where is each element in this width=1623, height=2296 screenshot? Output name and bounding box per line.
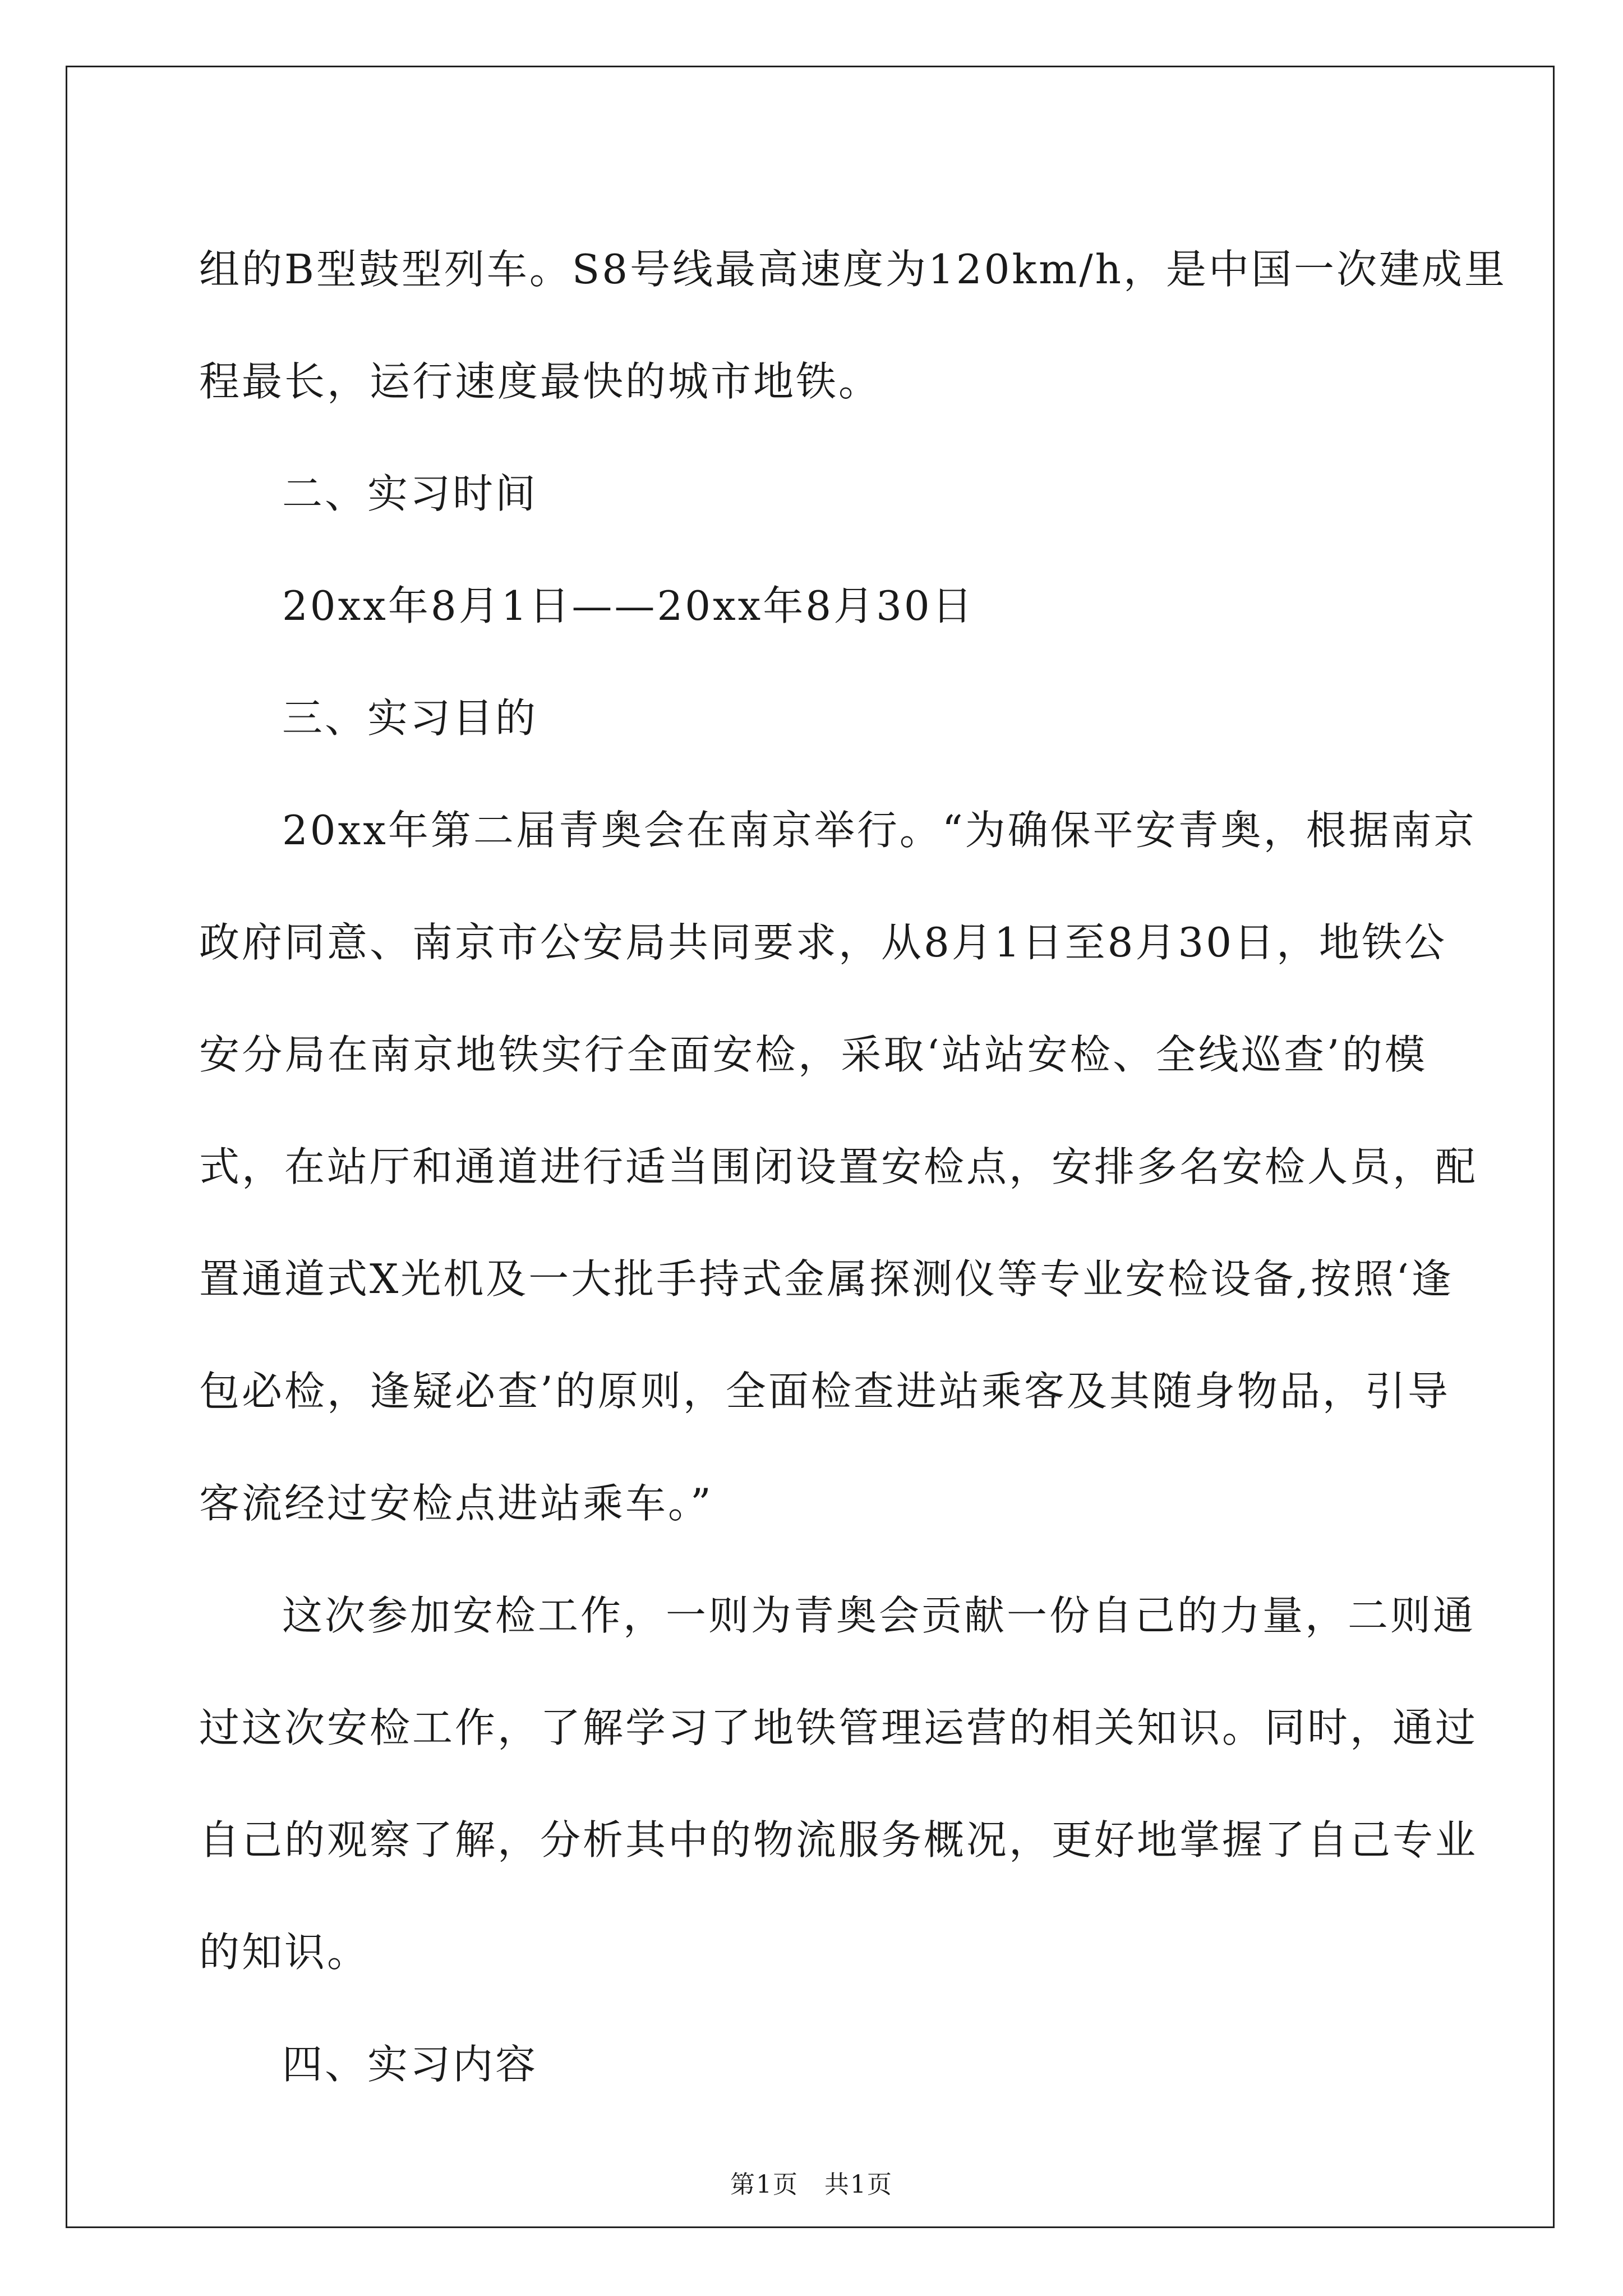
paragraph-line: 政府同意、南京市公安局共同要求，从8月1日至8月30日，地铁公 — [199, 919, 1447, 966]
paragraph-line: 包必检，逢疑必查’的原则，全面检查进站乘客及其随身物品，引导 — [199, 1368, 1450, 1415]
paragraph-line: 这次参加安检工作，一则为青奥会贡献一份自己的力量，二则通 — [282, 1592, 1476, 1639]
internship-dates: 20xx年8月1日——20xx年8月30日 — [282, 582, 975, 629]
document-body — [199, 213, 1507, 2120]
paragraph-line: 安分局在南京地铁实行全面安检，采取‘站站安检、全线巡查’的模 — [199, 1031, 1427, 1078]
paragraph-line: 置通道式X光机及一大批手持式金属探测仪等专业安检设备,按照‘逢 — [199, 1255, 1454, 1303]
section-heading: 三、实习目的 — [282, 694, 538, 742]
paragraph-line: 程最长，运行速度最快的城市地铁。 — [199, 358, 882, 405]
paragraph-line: 的知识。 — [199, 1929, 370, 1976]
section-heading: 四、实习内容 — [282, 2041, 538, 2088]
paragraph-line: 20xx年第二届青奥会在南京举行。“为确保平安青奥，根据南京 — [282, 807, 1477, 854]
page-number-footer: 第1页 共1页 — [730, 2170, 893, 2199]
section-heading: 二、实习时间 — [282, 470, 538, 517]
paragraph-line: 式，在站厅和通道进行适当围闭设置安检点，安排多名安检人员，配 — [199, 1143, 1478, 1190]
paragraph-line: 过这次安检工作，了解学习了地铁管理运营的相关知识。同时，通过 — [199, 1704, 1478, 1751]
paragraph-line: 组的B型鼓型列车。S8号线最高速度为120km/h，是中国一次建成里 — [199, 246, 1507, 293]
paragraph-line: 自己的观察了解，分析其中的物流服务概况，更好地掌握了自己专业 — [199, 1816, 1478, 1864]
paragraph-line: 客流经过安检点进站乘车。” — [199, 1480, 713, 1527]
